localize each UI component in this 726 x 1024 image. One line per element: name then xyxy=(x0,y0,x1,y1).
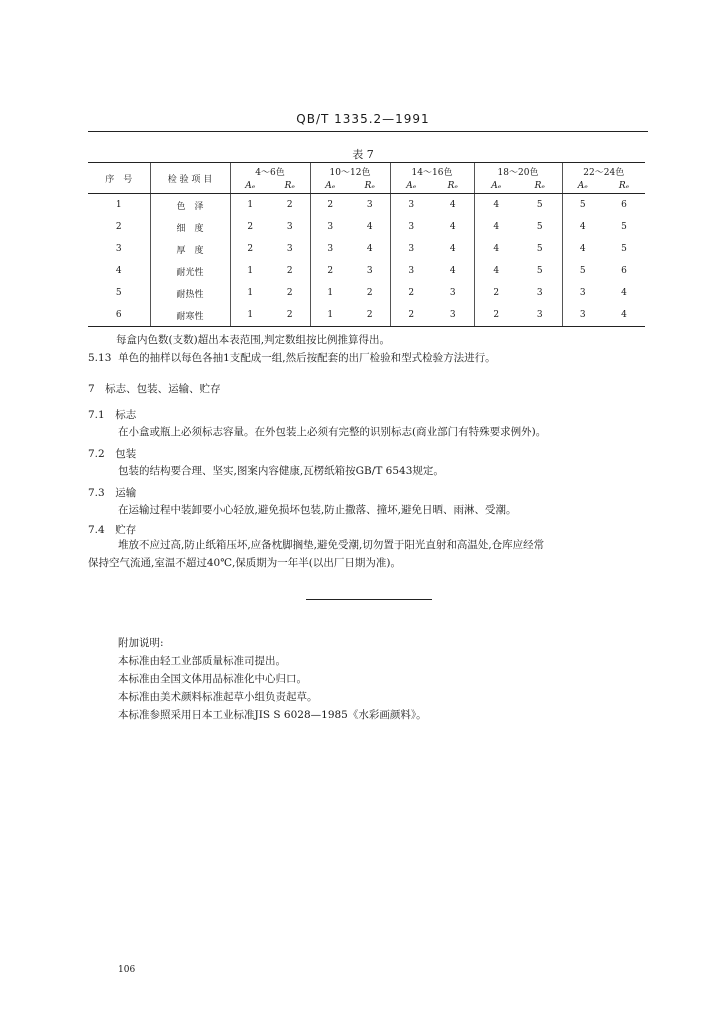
cell-r: 5 xyxy=(536,200,543,210)
cell-a: 1 xyxy=(310,282,350,304)
table-row xyxy=(88,282,645,304)
subheader-a: Aₑ xyxy=(474,179,518,194)
cell-a: 4 xyxy=(474,216,518,238)
header-item: 检 验 项 目 xyxy=(150,163,230,194)
cell-a: 2 xyxy=(230,238,270,260)
cell-r: 3 xyxy=(449,288,456,298)
header-rule xyxy=(88,131,648,132)
cell-a: 2 xyxy=(390,304,432,327)
cell-a: 3 xyxy=(310,238,350,260)
header-group-1: 4～6色 xyxy=(230,163,310,180)
subheader-r: Rₑ xyxy=(270,179,310,194)
cell-a: 3 xyxy=(310,216,350,238)
cell-r: 5 xyxy=(621,222,627,232)
cell-a: 1 xyxy=(230,304,270,327)
table-note: 每盒内色数(支数)超出本表范围,判定数组按比例推算得出。 xyxy=(116,334,391,346)
row-item: 细 度 xyxy=(150,216,230,238)
cell-r: 5 xyxy=(536,244,543,254)
section-7-4-title: 7.4 贮存 xyxy=(88,524,137,536)
header-group-2: 10～12色 xyxy=(310,163,390,180)
cell-a: 1 xyxy=(310,304,350,327)
table-body xyxy=(88,194,645,327)
table-row xyxy=(88,260,645,282)
cell-r: 4 xyxy=(366,244,373,254)
section-7-2-text: 包装的结构要合理、坚实,图案内容健康,瓦楞纸箱按GB/T 6543规定。 xyxy=(118,465,444,477)
cell-r: 4 xyxy=(449,222,456,232)
cell-a: 4 xyxy=(474,194,518,217)
row-item: 耐寒性 xyxy=(150,304,230,327)
subheader-a: Aₑ xyxy=(390,179,432,194)
row-seq: 4 xyxy=(115,266,122,276)
cell-r: 4 xyxy=(449,266,456,276)
document-header: QB/T 1335.2—1991 xyxy=(296,112,430,126)
table-7 xyxy=(88,162,645,327)
cell-a: 1 xyxy=(230,282,270,304)
cell-a: 4 xyxy=(562,216,603,238)
cell-r: 3 xyxy=(432,304,474,327)
section-7-1-text: 在小盒或瓶上必须标志容量。在外包装上必须有完整的识别标志(商业部门有特殊要求例外)。 xyxy=(118,426,547,438)
row-seq: 3 xyxy=(115,244,122,254)
cell-a: 2 xyxy=(310,194,350,217)
end-rule xyxy=(306,599,432,600)
cell-r: 2 xyxy=(286,288,293,298)
clause-5-13 xyxy=(88,350,496,366)
appendix-line-1: 本标准由轻工业部质量标准司提出。 xyxy=(118,655,286,667)
cell-a: 4 xyxy=(474,260,518,282)
subheader-r: Rₑ xyxy=(518,179,562,194)
section-7-3-text: 在运输过程中装卸要小心轻放,避免损坏包装,防止撒落、撞坏,避免日晒、雨淋、受潮。 xyxy=(118,504,517,516)
subheader-a: Aₑ xyxy=(562,179,603,194)
cell-r: 4 xyxy=(449,244,456,254)
cell-r: 3 xyxy=(286,222,293,232)
cell-a: 3 xyxy=(390,194,432,217)
subheader-r: Rₑ xyxy=(350,179,390,194)
cell-r: 4 xyxy=(366,222,373,232)
table-caption: 表 7 xyxy=(352,148,374,161)
cell-a: 3 xyxy=(390,238,432,260)
subheader-a: Aₑ xyxy=(310,179,350,194)
cell-a: 5 xyxy=(562,260,603,282)
cell-a: 3 xyxy=(562,282,603,304)
cell-a: 3 xyxy=(562,304,603,327)
header-group-3: 14～16色 xyxy=(390,163,474,180)
cell-r: 4 xyxy=(603,304,645,327)
cell-a: 1 xyxy=(230,260,270,282)
cell-a: 2 xyxy=(390,282,432,304)
cell-r: 4 xyxy=(621,288,627,298)
cell-a: 2 xyxy=(474,282,518,304)
section-7-title: 7 标志、包装、运输、贮存 xyxy=(88,383,221,395)
header-group-5: 22～24色 xyxy=(562,163,645,180)
row-seq: 6 xyxy=(88,304,150,327)
table-header-row xyxy=(88,163,645,180)
clause-number: 5.13 xyxy=(88,352,112,364)
table-row xyxy=(88,216,645,238)
row-seq: 5 xyxy=(115,288,122,298)
cell-r: 5 xyxy=(536,266,543,276)
header-group-4: 18～20色 xyxy=(474,163,562,180)
row-item: 厚 度 xyxy=(150,238,230,260)
cell-a: 2 xyxy=(230,216,270,238)
cell-r: 2 xyxy=(270,304,310,327)
cell-r: 3 xyxy=(536,288,543,298)
section-7-4-text-line-2: 保持空气流通,室温不超过40℃,保质期为一年半(以出厂日期为准)。 xyxy=(88,557,401,569)
cell-a: 2 xyxy=(474,304,518,327)
cell-r: 2 xyxy=(350,304,390,327)
section-7-3-title: 7.3 运输 xyxy=(88,487,137,499)
cell-r: 3 xyxy=(518,304,562,327)
row-item: 耐光性 xyxy=(150,260,230,282)
appendix-line-2: 本标准由全国文体用品标准化中心归口。 xyxy=(118,673,307,685)
subheader-r: Rₑ xyxy=(432,179,474,194)
cell-r: 6 xyxy=(621,200,627,210)
appendix-title: 附加说明: xyxy=(118,637,164,649)
cell-r: 3 xyxy=(366,200,373,210)
row-item: 色 泽 xyxy=(150,194,230,217)
row-seq: 2 xyxy=(115,222,122,232)
section-7-4-text-line-1: 堆放不应过高,防止纸箱压坏,应备枕脚搁垫,避免受潮,切勿置于阳光直射和高温处,仓库应经常 xyxy=(118,539,545,551)
table-row xyxy=(88,194,645,217)
appendix-line-4: 本标准参照采用日本工业标准JIS S 6028—1985《水彩画颜料》。 xyxy=(118,709,427,721)
cell-a: 3 xyxy=(390,216,432,238)
subheader-a: Aₑ xyxy=(230,179,270,194)
cell-r: 5 xyxy=(536,222,543,232)
cell-r: 2 xyxy=(286,200,293,210)
clause-text: 单色的抽样以每色各抽1支配成一组,然后按配套的出厂检验和型式检验方法进行。 xyxy=(118,352,496,364)
cell-a: 1 xyxy=(230,194,270,217)
cell-a: 4 xyxy=(562,238,603,260)
cell-a: 5 xyxy=(562,194,603,217)
page-number: 106 xyxy=(118,965,136,975)
table-row xyxy=(88,304,645,327)
cell-a: 4 xyxy=(474,238,518,260)
section-7-2-title: 7.2 包装 xyxy=(88,448,137,460)
cell-r: 2 xyxy=(366,288,373,298)
appendix-line-3: 本标准由美术颜料标准起草小组负责起草。 xyxy=(118,691,318,703)
cell-a: 3 xyxy=(390,260,432,282)
table-row xyxy=(88,238,645,260)
section-7-1-title: 7.1 标志 xyxy=(88,409,137,421)
subheader-r: Rₑ xyxy=(603,179,645,194)
row-item: 耐热性 xyxy=(150,282,230,304)
cell-r: 5 xyxy=(621,244,627,254)
row-seq: 1 xyxy=(115,200,122,210)
cell-r: 2 xyxy=(286,266,293,276)
cell-a: 2 xyxy=(310,260,350,282)
cell-r: 3 xyxy=(286,244,293,254)
header-seq: 序 号 xyxy=(88,163,150,194)
cell-r: 3 xyxy=(366,266,373,276)
cell-r: 4 xyxy=(449,200,456,210)
cell-r: 6 xyxy=(621,266,627,276)
